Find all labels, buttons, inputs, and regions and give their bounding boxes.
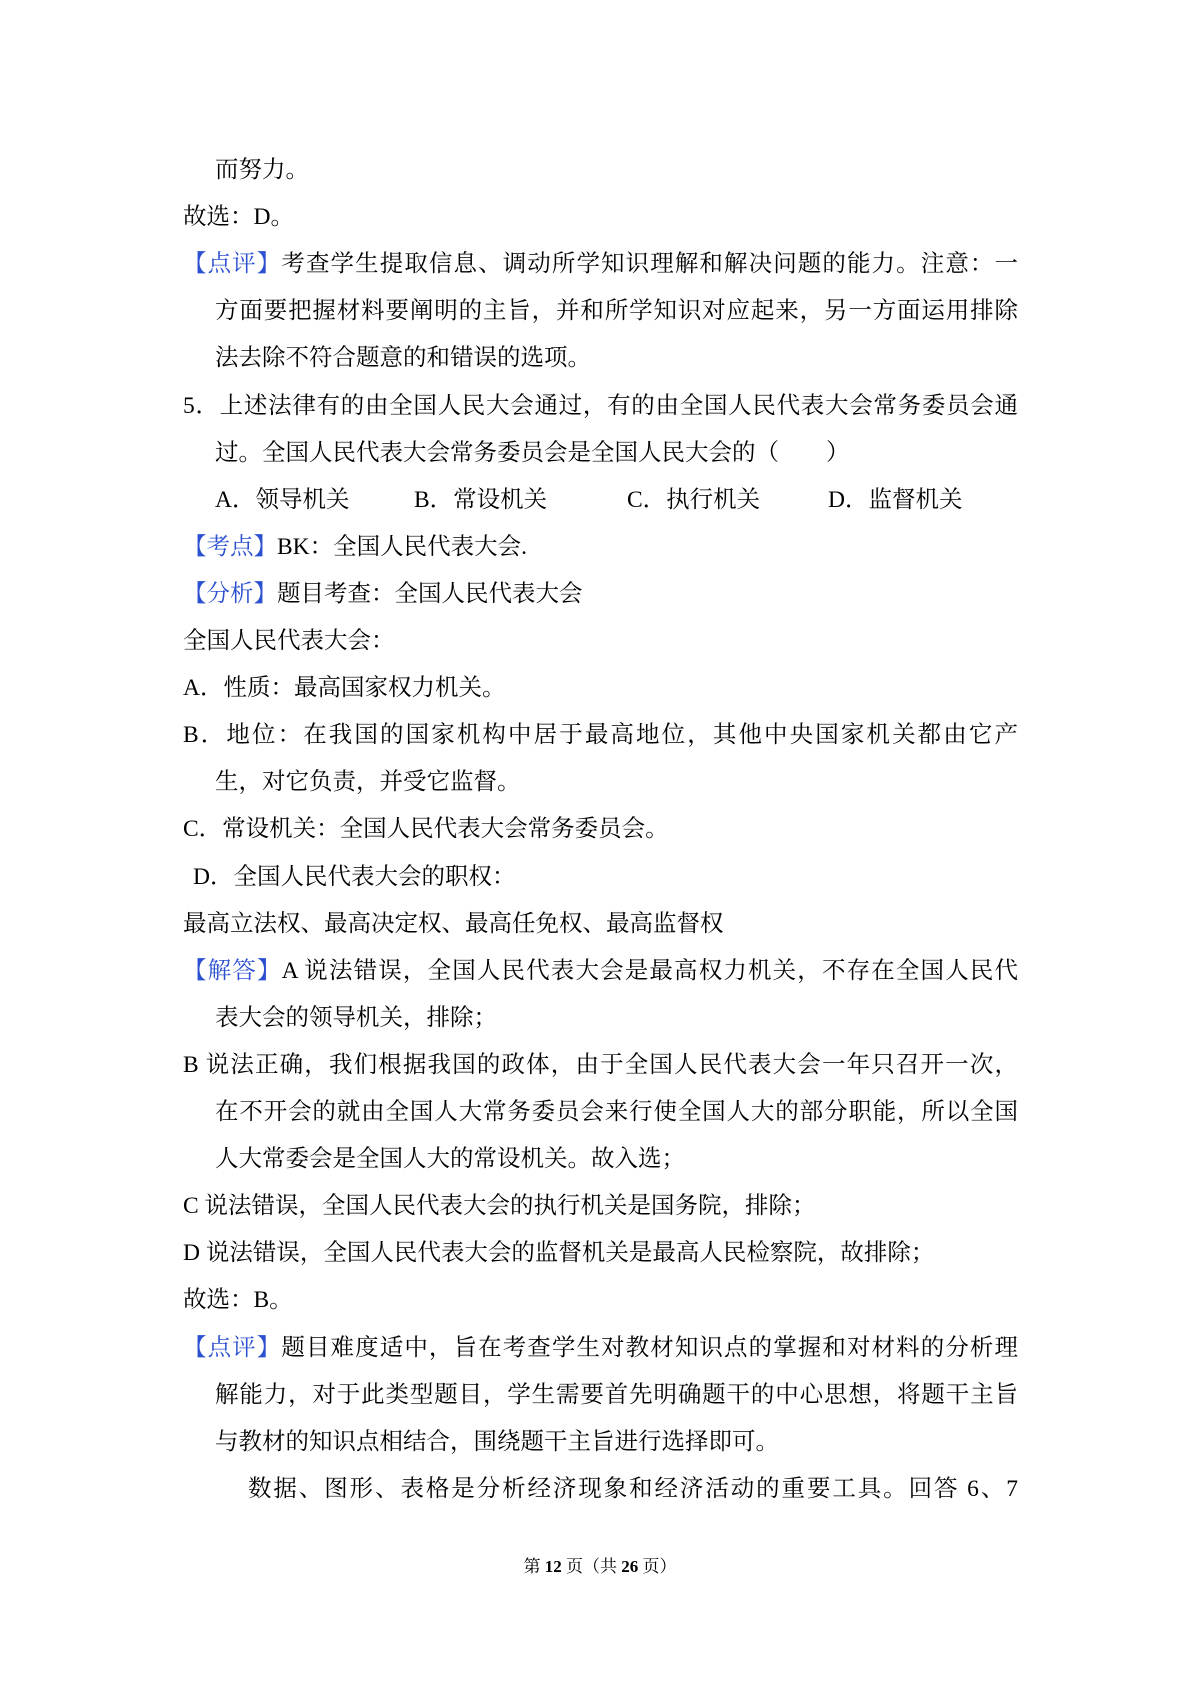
q5-solution-line: 在不开会的就由全国人大常务委员会来行使全国人大的部分职能，所以全国: [215, 1099, 1018, 1125]
option-a: A．领导机关: [215, 487, 350, 513]
q5-analysis-heading: [183, 578, 1018, 610]
q5-options: [215, 484, 1018, 516]
footer-prefix: 第: [523, 1557, 545, 1576]
q5-solution-line: D 说法错误，全国人民代表大会的监督机关是最高人民检察院，故排除；: [183, 1240, 935, 1266]
q5-analysis-line: B．地位：在我国的国家机构中居于最高地位，其他中央国家机关都由它产: [183, 722, 1018, 748]
q5-solution-line: 人大常委会是全国人大的常设机关。故入选；: [215, 1146, 685, 1172]
q5-point-line: [183, 531, 1018, 563]
q5-answer: 故选：B。: [183, 1287, 293, 1313]
review-label: 【点评】: [183, 251, 282, 277]
q4-review-line: [183, 248, 1018, 280]
q5-review-line: [183, 1332, 1018, 1364]
solution-label: 【解答】: [183, 958, 282, 984]
q4-review-text: 考查学生提取信息、调动所学知识理解和解决问题的能力。注意：一: [281, 251, 1019, 277]
q5-stem-line: 过。全国人民代表大会常务委员会是全国人民大会的（ ）: [215, 440, 850, 466]
q5-analysis-line: 生，对它负责，并受它监督。: [215, 769, 521, 795]
footer-suffix: 页）: [638, 1557, 677, 1576]
solution-text: A 说法错误，全国人民代表大会是最高权力机关，不存在全国人民代: [281, 958, 1018, 984]
q5-analysis-line: 最高立法权、最高决定权、最高任免权、最高监督权: [183, 911, 724, 937]
q5-analysis-line: C．常设机关：全国人民代表大会常务委员会。: [183, 816, 669, 842]
footer-mid: 页（共: [561, 1557, 622, 1576]
point-label: 【考点】: [183, 534, 277, 560]
q5-stem-line: 5．上述法律有的由全国人民大会通过，有的由全国人民代表大会常务委员会通: [183, 393, 1018, 419]
option-d: D．监督机关: [828, 487, 963, 513]
q5-review-line: 与教材的知识点相结合，围绕题干主旨进行选择即可。: [215, 1429, 779, 1455]
point-text: BK：全国人民代表大会.: [277, 534, 528, 560]
page-footer: [0, 1555, 1200, 1579]
q5-analysis-line: 全国人民代表大会：: [183, 628, 395, 654]
q4-answer: 故选：D。: [183, 204, 294, 230]
q5-review-line: 解能力，对于此类型题目，学生需要首先明确题干的中心思想，将题干主旨: [215, 1382, 1018, 1408]
q4-review-line: 法去除不符合题意的和错误的选项。: [215, 345, 591, 371]
q5-solution-line: B 说法正确，我们根据我国的政体，由于全国人民代表大会一年只召开一次，: [183, 1052, 1018, 1078]
q5-solution-line: [183, 955, 1018, 987]
option-c: C．执行机关: [627, 487, 761, 513]
option-b: B．常设机关: [414, 487, 548, 513]
next-section-intro: 数据、图形、表格是分析经济现象和经济活动的重要工具。回答 6、7: [248, 1476, 1018, 1502]
page-number: 12: [544, 1557, 562, 1576]
analysis-text: 题目考查：全国人民代表大会: [277, 581, 583, 607]
q5-solution-line: 表大会的领导机关，排除；: [215, 1005, 497, 1031]
q5-analysis-line: A．性质：最高国家权力机关。: [183, 675, 506, 701]
q4-continuation-line: 而努力。: [215, 157, 309, 183]
q5-analysis-line: D．全国人民代表大会的职权：: [193, 864, 516, 890]
analysis-label: 【分析】: [183, 581, 277, 607]
q4-review-line: 方面要把握材料要阐明的主旨，并和所学知识对应起来，另一方面运用排除: [215, 298, 1018, 324]
q5-review-text: 题目难度适中，旨在考查学生对教材知识点的掌握和对材料的分析理: [281, 1335, 1019, 1361]
total-pages: 26: [621, 1557, 639, 1576]
review-label: 【点评】: [183, 1335, 282, 1361]
q5-solution-line: C 说法错误，全国人民代表大会的执行机关是国务院，排除；: [183, 1193, 816, 1219]
